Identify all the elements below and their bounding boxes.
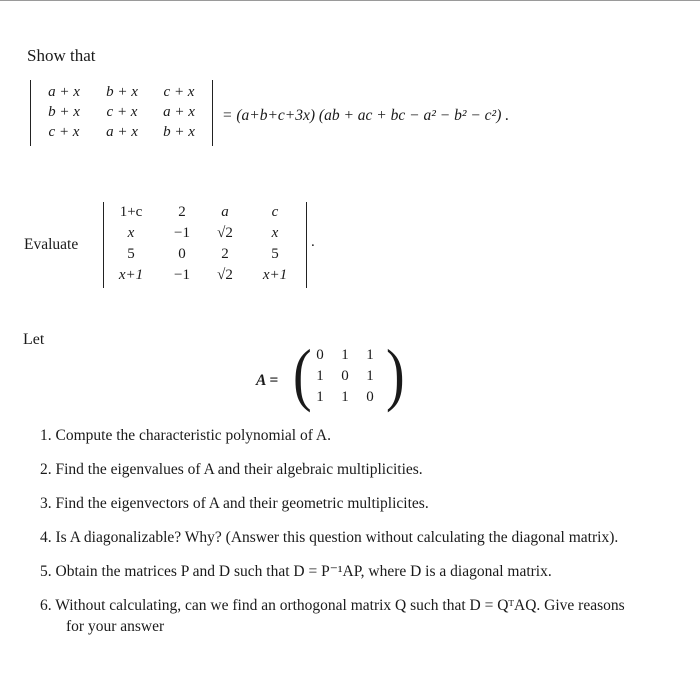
det2-cell: x bbox=[271, 225, 279, 241]
det1-cell: b + x bbox=[106, 84, 138, 100]
det2-cell: −1 bbox=[174, 267, 190, 283]
det2-cell: x+1 bbox=[262, 267, 288, 283]
det2-cell: √2 bbox=[217, 225, 233, 241]
matrix-right-paren: ) bbox=[386, 336, 405, 414]
evaluate-label: Evaluate bbox=[24, 236, 79, 253]
matrix-a-cell: 1 bbox=[341, 389, 349, 405]
matrix-left-paren: ( bbox=[293, 336, 312, 414]
question-list bbox=[40, 425, 640, 650]
matrix-a-cell: 1 bbox=[366, 368, 374, 384]
matrix-a-cell: 0 bbox=[366, 389, 374, 405]
let-label: Let bbox=[23, 331, 45, 348]
det2-trailing-period: . bbox=[311, 234, 315, 250]
det1-right-bar bbox=[212, 80, 213, 146]
det2-cell: 5 bbox=[271, 246, 279, 262]
det2-cell: 5 bbox=[127, 246, 135, 262]
question-item: 4. Is A diagonalizable? Why? (Answer this question without calculating the diagonal matrix). bbox=[40, 529, 619, 546]
question-item: 6. Without calculating, can we find an orthogonal matrix Q such that D = QᵀAQ. Give reasons for your answer bbox=[40, 597, 625, 635]
matrix-a-label: A = bbox=[256, 372, 279, 389]
det2-cell: 1+c bbox=[119, 204, 143, 220]
det2-cell: √2 bbox=[217, 267, 233, 283]
det2-cell: 2 bbox=[178, 204, 186, 220]
matrix-a-cell: 1 bbox=[366, 347, 374, 363]
det1-cell: c + x bbox=[163, 84, 195, 100]
matrix-a-cell: 0 bbox=[316, 347, 324, 363]
det1-cell: b + x bbox=[48, 104, 80, 120]
det2-cell: a bbox=[221, 204, 229, 220]
question-item: 2. Find the eigenvalues of A and their algebraic multiplicities. bbox=[40, 461, 423, 478]
det1-cell: a + x bbox=[48, 84, 80, 100]
det1-cell: a + x bbox=[106, 124, 138, 140]
matrix-a-cell: 1 bbox=[316, 389, 324, 405]
det2-cell: 2 bbox=[221, 246, 229, 262]
det1-rhs-expression: = (a+b+c+3x) (ab + ac + bc − a² − b² − c²) . bbox=[222, 107, 510, 124]
det2-right-bar bbox=[306, 202, 307, 288]
det1-cell: c + x bbox=[106, 104, 138, 120]
question-item: 5. Obtain the matrices P and D such that D = P⁻¹AP, where D is a diagonal matrix. bbox=[40, 563, 552, 580]
det1-cell: a + x bbox=[163, 104, 195, 120]
question-item: 1. Compute the characteristic polynomial of A. bbox=[40, 427, 331, 444]
question-item: 3. Find the eigenvectors of A and their geometric multiplicites. bbox=[40, 495, 429, 512]
det2-cell: x bbox=[127, 225, 135, 241]
det2-cell: 0 bbox=[178, 246, 186, 262]
det2-cell: −1 bbox=[174, 225, 190, 241]
det2-left-bar bbox=[103, 202, 104, 288]
matrix-a-cell: 0 bbox=[341, 368, 349, 384]
det1-cell: c + x bbox=[48, 124, 80, 140]
top-border-line bbox=[0, 0, 700, 1]
det2-cell: c bbox=[271, 204, 279, 220]
det1-left-bar bbox=[30, 80, 31, 146]
matrix-a-cell: 1 bbox=[341, 347, 349, 363]
show-that-label: Show that bbox=[27, 46, 96, 65]
det1-cell: b + x bbox=[163, 124, 195, 140]
matrix-a-cell: 1 bbox=[316, 368, 324, 384]
det2-cell: x+1 bbox=[118, 267, 144, 283]
